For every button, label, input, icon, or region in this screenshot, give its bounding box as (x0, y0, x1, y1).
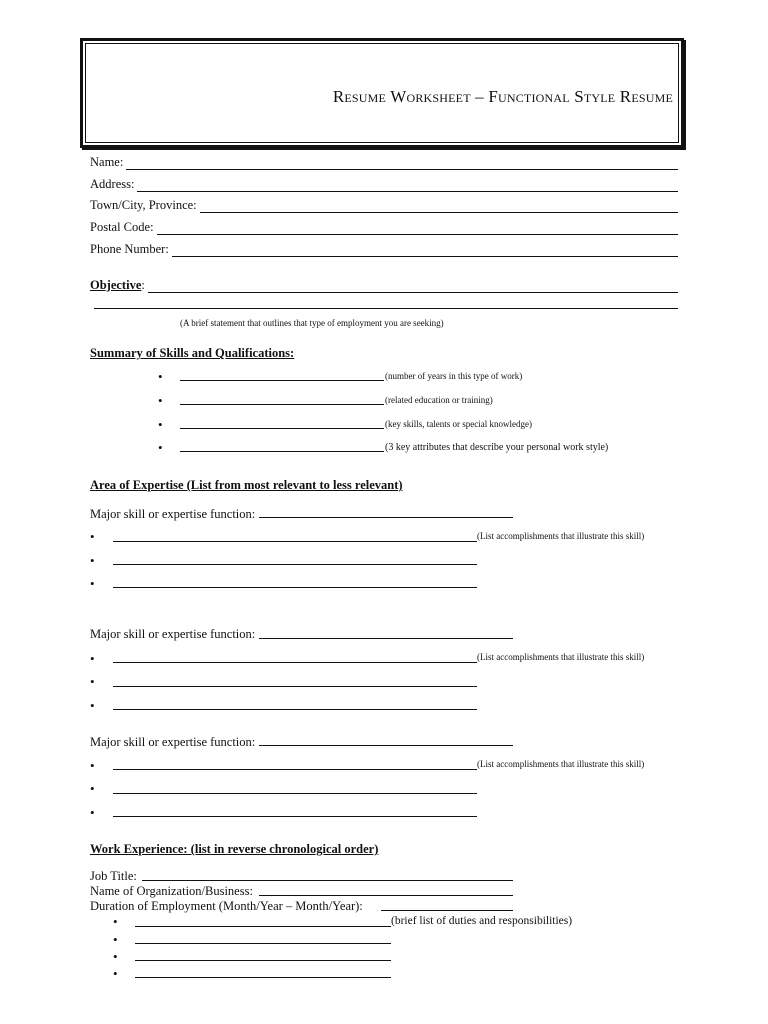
job-title-blank[interactable] (142, 880, 513, 881)
skills-bullet: • (158, 369, 163, 384)
skills-hint: (key skills, talents or special knowledge) (385, 419, 532, 429)
phone-label: Phone Number: (90, 242, 169, 256)
duties-bullet: • (113, 932, 118, 947)
expertise-bullet: • (90, 758, 95, 773)
expertise-bullet: • (90, 651, 95, 666)
expertise-heading: Area of Expertise (List from most relevant to less relevant) (90, 478, 403, 492)
accomplishment-blank[interactable] (113, 769, 477, 770)
accomplishment-blank[interactable] (113, 564, 477, 565)
skills-hint: (3 key attributes that describe your personal work style) (385, 442, 609, 453)
accomplishment-hint: (List accomplishments that illustrate this skill) (477, 652, 645, 662)
accomplishment-hint: (List accomplishments that illustrate this skill) (477, 759, 645, 769)
expertise-function-blank[interactable] (259, 638, 513, 639)
org-label: Name of Organization/Business: (90, 884, 253, 898)
phone-blank[interactable] (172, 244, 678, 257)
skills-blank[interactable] (180, 428, 384, 429)
address-field[interactable] (90, 172, 678, 192)
expertise-bullet: • (90, 698, 95, 713)
objective-hint: (A brief statement that outlines that type of employment you are seeking) (180, 318, 444, 328)
duties-blank[interactable] (135, 977, 391, 978)
job-title-label: Job Title: (90, 869, 137, 883)
page-title: Resume Worksheet – Functional Style Resume (332, 87, 673, 106)
duties-blank[interactable] (135, 960, 391, 961)
accomplishment-blank[interactable] (113, 793, 477, 794)
expertise-bullet: • (90, 553, 95, 568)
duration-label: Duration of Employment (Month/Year – Month/Year): (90, 899, 363, 913)
objective-colon: : (141, 278, 145, 292)
skills-hint: (number of years in this type of work) (385, 371, 523, 381)
accomplishment-blank[interactable] (113, 541, 477, 542)
accomplishment-blank[interactable] (113, 662, 477, 663)
skills-bullet: • (158, 440, 163, 455)
expertise-function-blank[interactable] (259, 745, 513, 746)
skills-blank[interactable] (180, 451, 384, 452)
skills-blank[interactable] (180, 380, 384, 381)
expertise-bullet: • (90, 576, 95, 591)
duties-bullet: • (113, 949, 118, 964)
accomplishment-blank[interactable] (113, 587, 477, 588)
skills-heading: Summary of Skills and Qualifications: (90, 346, 295, 360)
duration-blank[interactable] (381, 910, 513, 911)
duties-hint: (brief list of duties and responsibilities) (391, 915, 573, 927)
expertise-function-label: Major skill or expertise function: (90, 507, 256, 521)
name-field[interactable] (90, 150, 678, 170)
address-label: Address: (90, 177, 135, 191)
work-heading: Work Experience: (list in reverse chronological order) (90, 842, 379, 856)
expertise-bullet: • (90, 529, 95, 544)
org-blank[interactable] (259, 895, 513, 896)
expertise-function-label: Major skill or expertise function: (90, 627, 256, 641)
skills-bullet: • (158, 417, 163, 432)
title-box (80, 38, 684, 148)
duties-bullet: • (113, 914, 118, 929)
objective-blank-2[interactable] (94, 308, 678, 309)
town-label: Town/City, Province: (90, 198, 197, 212)
phone-field[interactable] (90, 237, 678, 257)
expertise-function-blank[interactable] (259, 517, 513, 518)
objective-field[interactable] (90, 273, 678, 293)
postal-code-blank[interactable] (157, 222, 678, 235)
objective-blank[interactable] (148, 280, 678, 293)
postal-code-label: Postal Code: (90, 220, 154, 234)
skills-blank[interactable] (180, 404, 384, 405)
expertise-function-label: Major skill or expertise function: (90, 735, 256, 749)
expertise-bullet: • (90, 674, 95, 689)
town-field[interactable] (90, 193, 678, 213)
skills-hint: (related education or training) (385, 395, 493, 405)
accomplishment-hint: (List accomplishments that illustrate this skill) (477, 531, 645, 541)
expertise-bullet: • (90, 805, 95, 820)
accomplishment-blank[interactable] (113, 816, 477, 817)
accomplishment-blank[interactable] (113, 686, 477, 687)
accomplishment-blank[interactable] (113, 709, 477, 710)
duties-blank[interactable] (135, 926, 391, 927)
town-blank[interactable] (200, 200, 678, 213)
duties-bullet: • (113, 966, 118, 981)
postal-code-field[interactable] (90, 215, 678, 235)
skills-bullet: • (158, 393, 163, 408)
duties-blank[interactable] (135, 943, 391, 944)
name-label: Name: (90, 155, 124, 169)
objective-label: Objective (90, 278, 142, 292)
address-blank[interactable] (137, 179, 678, 192)
expertise-bullet: • (90, 781, 95, 796)
name-blank[interactable] (126, 157, 678, 170)
